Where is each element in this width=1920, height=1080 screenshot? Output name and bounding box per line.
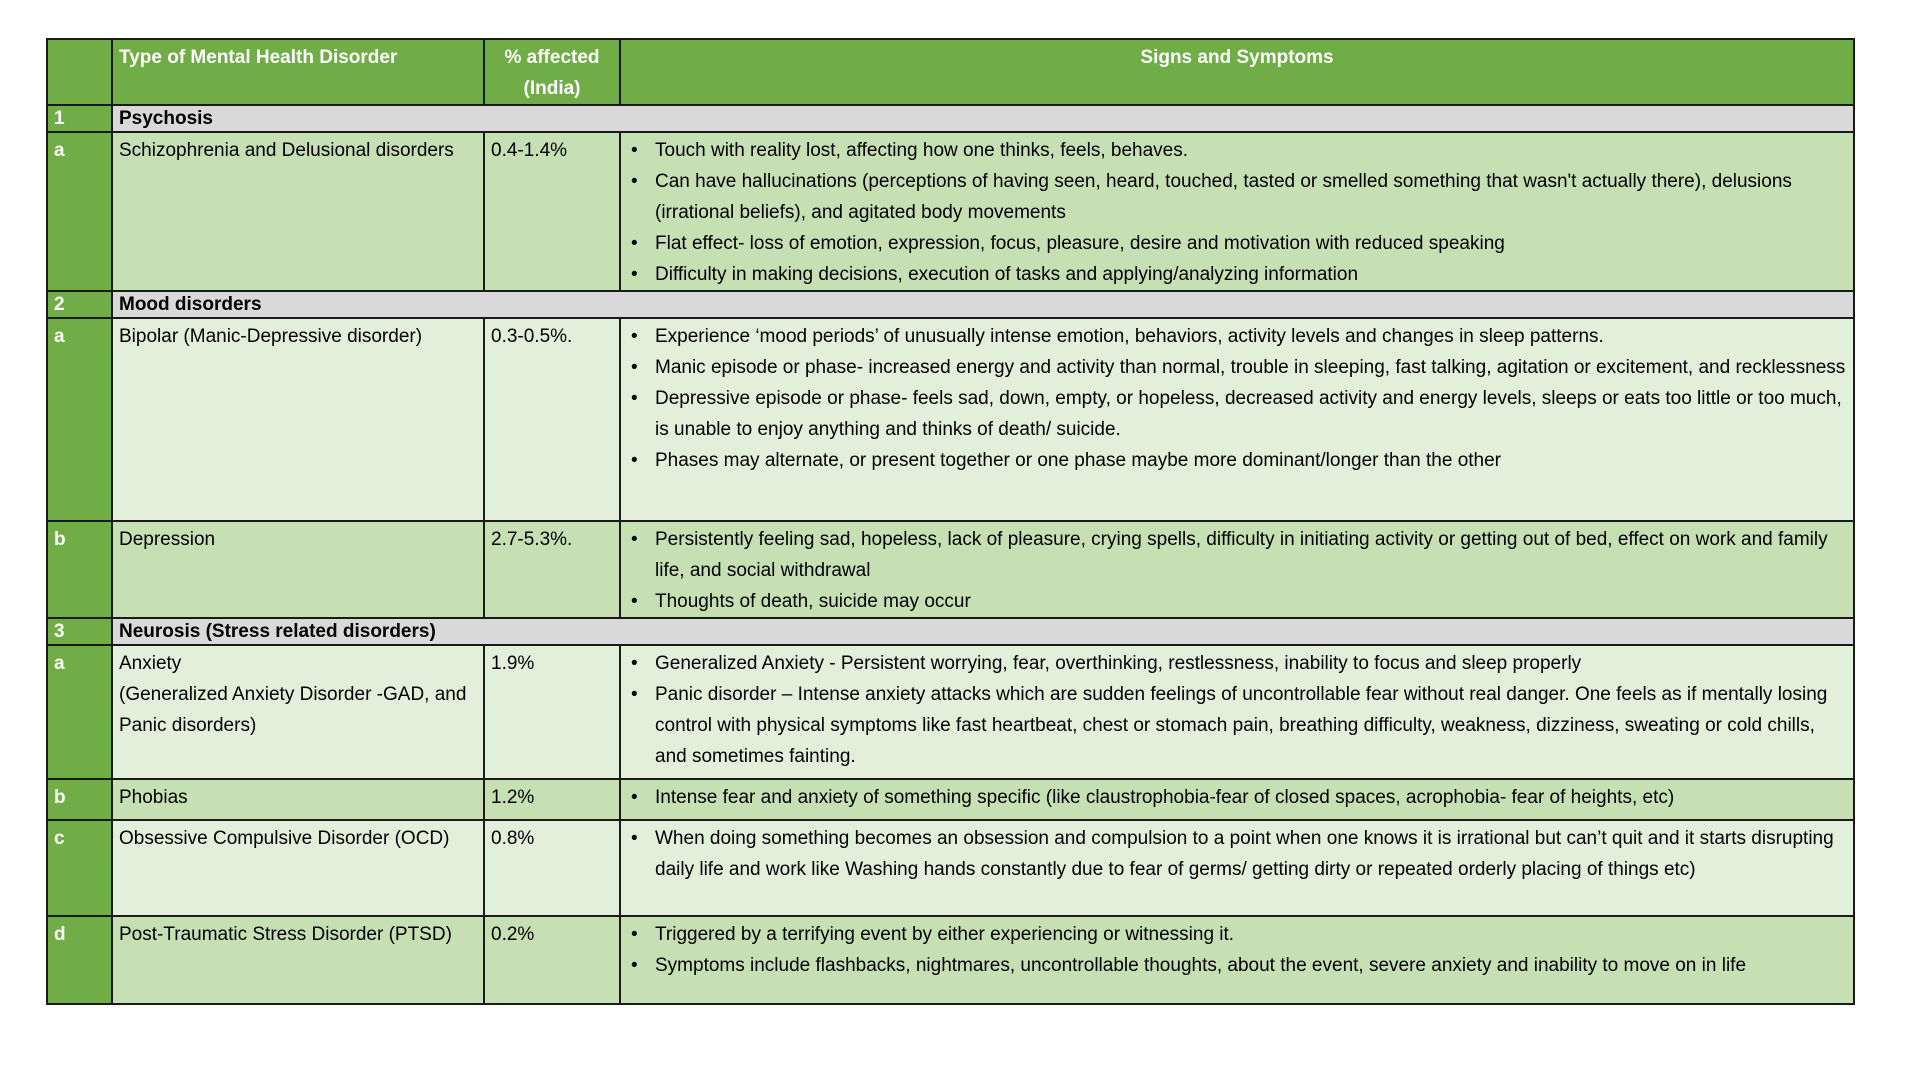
table-row [47, 521, 1854, 618]
header-type: Type of Mental Health Disorder [112, 39, 484, 105]
percent-affected: 0.3-0.5%. [484, 318, 620, 521]
row-letter: a [47, 132, 112, 291]
symptom-item: • Generalized Anxiety - Persistent worrying, fear, overthinking, restlessness, inability to focus and sleep properly [627, 648, 1847, 679]
disorder-type-line: Schizophrenia and Delusional disorders [119, 140, 454, 161]
header-signs: Signs and Symptoms [620, 39, 1854, 105]
symptom-item: • Triggered by a terrifying event by either experiencing or witnessing it. [627, 919, 1847, 950]
symptom-item: • Difficulty in making decisions, execution of tasks and applying/analyzing information [627, 259, 1847, 290]
row-letter: b [47, 779, 112, 820]
percent-affected: 0.2% [484, 916, 620, 1004]
symptom-list [627, 648, 1847, 772]
disorder-type [112, 521, 484, 618]
header-percent [484, 39, 620, 105]
section-row [47, 618, 1854, 645]
row-letter: a [47, 318, 112, 521]
symptom-list [627, 919, 1847, 981]
percent-affected: 2.7-5.3%. [484, 521, 620, 618]
header-percent-line2: (India) [523, 78, 581, 99]
disorder-type-line: (Generalized Anxiety Disorder -GAD, and Panic disorders) [119, 684, 467, 736]
symptom-item: • Persistently feeling sad, hopeless, lack of pleasure, crying spells, difficulty in initiating activity or getting out of bed, effect on work and family life, and social withdrawal [627, 524, 1847, 586]
signs-and-symptoms [620, 318, 1854, 521]
disorder-type [112, 916, 484, 1004]
section-row [47, 105, 1854, 132]
section-title: Psychosis [112, 105, 1854, 132]
signs-and-symptoms [620, 645, 1854, 779]
symptom-item: • Thoughts of death, suicide may occur [627, 586, 1847, 617]
symptom-list [627, 321, 1847, 476]
row-letter: c [47, 820, 112, 916]
symptom-item: • Phases may alternate, or present together or one phase maybe more dominant/longer than the other [627, 445, 1847, 476]
percent-affected: 1.2% [484, 779, 620, 820]
symptom-item: • Experience ‘mood periods’ of unusually intense emotion, behaviors, activity levels and changes in sleep patterns. [627, 321, 1847, 352]
row-letter: a [47, 645, 112, 779]
disorder-type [112, 645, 484, 779]
section-number: 2 [47, 291, 112, 318]
disorder-type [112, 779, 484, 820]
signs-and-symptoms [620, 916, 1854, 1004]
disorder-type-line: Depression [119, 529, 216, 550]
table-row [47, 820, 1854, 916]
signs-and-symptoms [620, 521, 1854, 618]
section-title: Mood disorders [112, 291, 1854, 318]
symptom-item: • Manic episode or phase- increased energy and activity than normal, trouble in sleeping, fast talking, agitation or excitement, and recklessness [627, 352, 1847, 383]
section-row [47, 291, 1854, 318]
section-number: 3 [47, 618, 112, 645]
table-body [47, 105, 1854, 1004]
header-index [47, 39, 112, 105]
symptom-list [627, 782, 1847, 813]
table-row [47, 318, 1854, 521]
table-row [47, 645, 1854, 779]
percent-affected: 0.8% [484, 820, 620, 916]
symptom-item: • Intense fear and anxiety of something specific (like claustrophobia-fear of closed spaces, acrophobia- fear of heights, etc) [627, 782, 1847, 813]
disorder-type-line: Phobias [119, 787, 188, 808]
table-header-row [47, 39, 1854, 105]
symptom-item: • Touch with reality lost, affecting how one thinks, feels, behaves. [627, 135, 1847, 166]
disorder-type-line: Post-Traumatic Stress Disorder (PTSD) [119, 924, 452, 945]
section-number: 1 [47, 105, 112, 132]
symptom-list [627, 135, 1847, 290]
signs-and-symptoms [620, 820, 1854, 916]
signs-and-symptoms [620, 132, 1854, 291]
disorder-type [112, 820, 484, 916]
row-letter: b [47, 521, 112, 618]
disorder-type-line: Anxiety [119, 653, 182, 674]
mental-health-table [46, 38, 1855, 1005]
symptom-item: • Panic disorder – Intense anxiety attacks which are sudden feelings of uncontrollable fear without real danger. One feels as if mentally losing control with physical symptoms like fast heartbeat, chest or stomach pain, breathing difficulty, weakness, dizziness, sweating or cold chills, and sometimes fainting. [627, 679, 1847, 772]
row-letter: d [47, 916, 112, 1004]
disorder-type-line: Bipolar (Manic-Depressive disorder) [119, 326, 423, 347]
signs-and-symptoms [620, 779, 1854, 820]
percent-affected: 0.4-1.4% [484, 132, 620, 291]
symptom-list [627, 524, 1847, 617]
header-percent-line1: % affected [504, 47, 600, 68]
percent-affected: 1.9% [484, 645, 620, 779]
symptom-item: • Depressive episode or phase- feels sad, down, empty, or hopeless, decreased activity and energy levels, sleeps or eats too little or too much, is unable to enjoy anything and thinks of death/ suicide. [627, 383, 1847, 445]
symptom-list [627, 823, 1847, 885]
section-title: Neurosis (Stress related disorders) [112, 618, 1854, 645]
disorder-type-line: Obsessive Compulsive Disorder (OCD) [119, 828, 450, 849]
table-row [47, 916, 1854, 1004]
symptom-item: • Can have hallucinations (perceptions of having seen, heard, touched, tasted or smelled something that wasn't actually there), delusions (irrational beliefs), and agitated body movements [627, 166, 1847, 228]
disorder-type [112, 318, 484, 521]
symptom-item: • Flat effect- loss of emotion, expression, focus, pleasure, desire and motivation with reduced speaking [627, 228, 1847, 259]
table-row [47, 132, 1854, 291]
symptom-item: • Symptoms include flashbacks, nightmares, uncontrollable thoughts, about the event, severe anxiety and inability to move on in life [627, 950, 1847, 981]
table-row [47, 779, 1854, 820]
disorder-type [112, 132, 484, 291]
symptom-item: • When doing something becomes an obsession and compulsion to a point when one knows it is irrational but can’t quit and it starts disrupting daily life and work like Washing hands constantly due to fear of germs/ getting dirty or repeated orderly placing of things etc) [627, 823, 1847, 885]
